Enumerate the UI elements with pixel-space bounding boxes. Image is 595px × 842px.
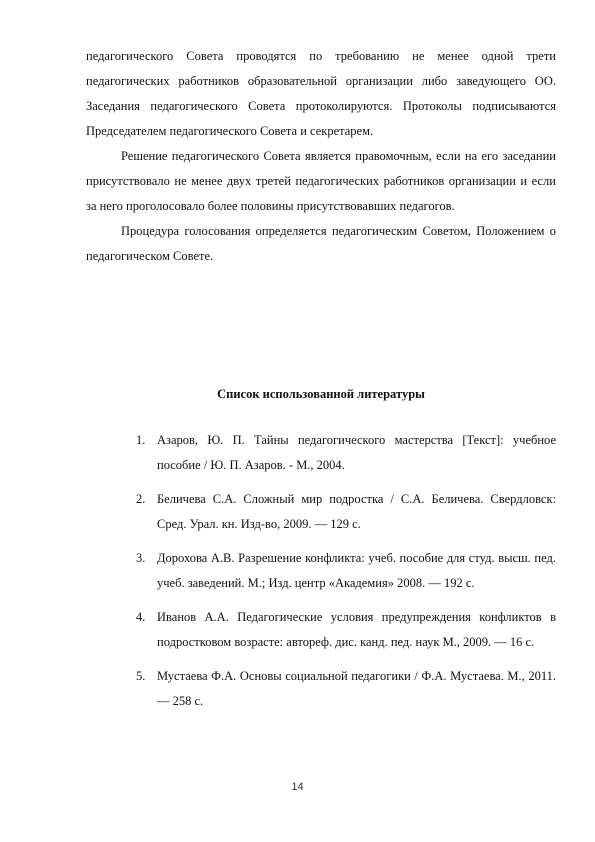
reference-item (136, 546, 556, 596)
references-title: Список использованной литературы (217, 387, 425, 401)
reference-text: Азаров, Ю. П. Тайны педагогического мастерства [Текст]: учебное пособие / Ю. П. Азаров. - М., 2004. (157, 433, 556, 472)
reference-number: 2. (136, 492, 146, 506)
reference-item (136, 664, 556, 714)
reference-number: 5. (136, 669, 146, 683)
reference-item (136, 487, 556, 537)
references-list (136, 428, 556, 723)
body-text (86, 44, 556, 269)
paragraph-voting-procedure: Процедура голосования определяется педагогическим Советом, Положением о педагогическом Совете. (86, 224, 556, 263)
reference-text: Мустаева Ф.А. Основы социальной педагогики / Ф.А. Мустаева. М., 2011. — 258 с. (157, 669, 556, 708)
reference-number: 3. (136, 551, 146, 565)
reference-text: Беличева С.А. Сложный мир подростка / С.А. Беличева. Свердловск: Сред. Урал. кн. Изд-во, 2009. — 129 с. (157, 492, 556, 531)
page-number: 14 (291, 781, 304, 793)
reference-number: 1. (136, 433, 146, 447)
paragraph-council-meetings: педагогического Совета проводятся по требованию не менее одной трети педагогических работников образовательной организации либо заведующего ОО. Заседания педагогического Совета протоколируются. Протоколы подписываются Председателем педагогического Совета и секретарем. (86, 49, 556, 138)
reference-number: 4. (136, 610, 146, 624)
reference-item (136, 605, 556, 655)
paragraph-council-decision: Решение педагогического Совета является правомочным, если на его заседании присутствовало не менее двух третей педагогических работников организации и если за него проголосовало более половины присутствовавших педагогов. (86, 149, 556, 213)
reference-item (136, 428, 556, 478)
reference-text: Дорохова А.В. Разрешение конфликта: учеб. пособие для студ. высш. пед. учеб. заведений. М.; Изд. центр «Академия» 2008. — 192 с. (157, 551, 556, 590)
reference-text: Иванов А.А. Педагогические условия предупреждения конфликтов в подростковом возрасте: автореф. дис. канд. пед. наук М., 2009. — 16 с. (157, 610, 556, 649)
